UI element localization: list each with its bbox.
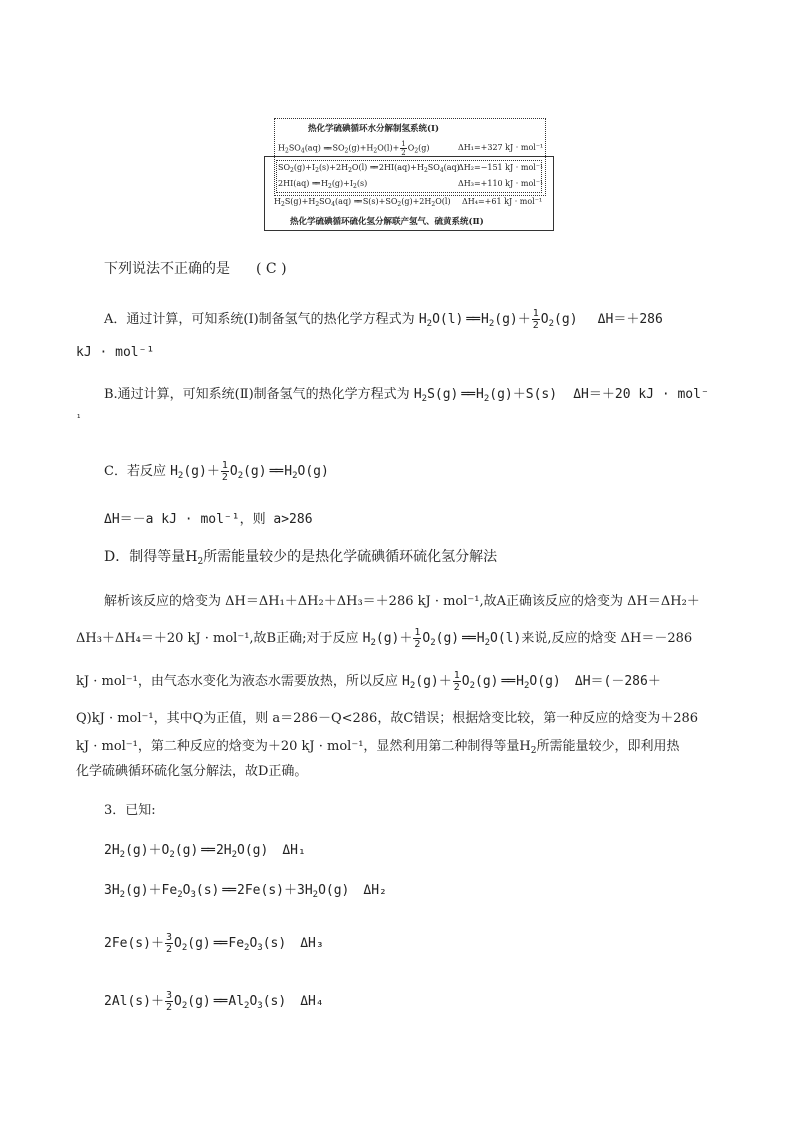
explanation-line-2: ΔH₃＋ΔH₄＝＋20 kJ · mol⁻¹,故B正确;对于反应 $H_2(g)+$ $\frac{1}{2}$ $O_2(g)$ ══ $H_2O(l)$来说,反应的焓变 ΔH＝－286 bbox=[76, 627, 693, 650]
reaction-3: 2HI(aq) ══ $H_2(g)+I_2(s)$ bbox=[278, 179, 368, 190]
given-reaction-1: $2H_2(g)+O_2(g)$ ══ $2H_2O(g)$ ΔH₁ bbox=[104, 843, 306, 860]
option-b-wrap: ¹ bbox=[76, 414, 82, 424]
problem-3-heading: 3．已知: bbox=[104, 803, 156, 818]
explanation-line-5: kJ · mol⁻¹，第二种反应的焓变为＋20 kJ · mol⁻¹，显然利用第二种制得等量$H_2$所需能量较少，即利用热 bbox=[76, 739, 680, 756]
system-2-title: 热化学硫碘循环硫化氢分解联产氢气、硫黄系统(Ⅱ) bbox=[290, 217, 484, 227]
reaction-1: $H_2SO_4(aq)$ ══ $SO_2(g)+H_2O(l)+$ $\frac{1}{2}$ $O_2(g)$ bbox=[278, 140, 430, 157]
reaction-4: $H_2S(g)+H_2SO_4(aq)$ ══ $S(s)+SO_2(g)+2H_2O(l)$ bbox=[274, 197, 451, 208]
explanation-line-4: Q)kJ · mol⁻¹，其中Q为正值，则 a＝286－Q<286，故C错误；根据焓变比较，第一种反应的焓变为＋286 bbox=[76, 711, 699, 726]
option-c-dh: ΔH＝－a kJ · mol⁻¹，则 a>286 bbox=[104, 512, 313, 527]
dH1-value: ΔH₁=+327 kJ · mol⁻¹ bbox=[458, 143, 544, 152]
explanation-line-6: 化学硫碘循环硫化氢分解法，故D正确。 bbox=[76, 764, 308, 779]
explanation-line-1: 解析该反应的焓变为 ΔH＝ΔH₁＋ΔH₂＋ΔH₃＝＋286 kJ · mol⁻¹,故A正确该反应的焓变为 ΔH＝ΔH₂＋ bbox=[104, 594, 700, 609]
option-a: A．通过计算，可知系统(Ⅰ)制备氢气的热化学方程式为 $H_2O(l)$ ══ $H_2(g)+$ $\frac{1}{2}$ $O_2(g)$ ΔH＝＋286 bbox=[104, 308, 663, 331]
given-reaction-4: 2Al(s)＋ $\frac{3}{2}$ $O_2(g)$ ══ $Al_2O_3(s)$ ΔH₄ bbox=[104, 990, 324, 1013]
answer-choice: ( C ) bbox=[256, 261, 287, 277]
option-b: B.通过计算，可知系统(Ⅱ)制备氢气的热化学方程式为 $H_2S(g)$ ══ $H_2(g)+S(s)$ ΔH＝＋20 kJ · mol⁻ bbox=[104, 387, 709, 404]
explanation-line-3: kJ · mol⁻¹，由气态水变化为液态水需要放热，所以反应 $H_2(g)+$ $\frac{1}{2}$ $O_2(g)$ ══ $H_2O(g)$ ΔH＝(－286＋ bbox=[76, 670, 661, 693]
dH2-value: ΔH₂=−151 kJ · mol⁻¹ bbox=[458, 163, 544, 172]
dH4-value: ΔH₄=+61 kJ · mol⁻¹ bbox=[462, 197, 543, 206]
thermochemical-cycle-figure bbox=[272, 118, 554, 230]
reaction-2: $SO_2(g)+I_2(s)+2H_2O(l)$ ══ $2HI(aq)+H_2SO_4(aq)$ bbox=[278, 163, 460, 174]
given-reaction-2: $3H_2(g)+Fe_2O_3(s)$ ══ $2Fe(s)+3H_2O(g)$ ΔH₂ bbox=[104, 883, 387, 900]
option-a-unit: kJ · mol⁻¹ bbox=[76, 345, 155, 360]
option-d: D．制得等量$H_2$所需能量较少的是热化学硫碘循环硫化氢分解法 bbox=[104, 549, 498, 567]
question-stem: 下列说法不正确的是 ( C ) bbox=[104, 261, 287, 277]
option-c: C．若反应 $H_2(g)+$ $\frac{1}{2}$ $O_2(g)$ ══ $H_2O(g)$ bbox=[104, 460, 329, 483]
system-1-title: 热化学硫碘循环水分解制氢系统(Ⅰ) bbox=[308, 124, 440, 134]
given-reaction-3: 2Fe(s)＋ $\frac{3}{2}$ $O_2(g)$ ══ $Fe_2O_3(s)$ ΔH₃ bbox=[104, 932, 324, 955]
dH3-value: ΔH₃=+110 kJ · mol⁻¹ bbox=[458, 179, 544, 188]
